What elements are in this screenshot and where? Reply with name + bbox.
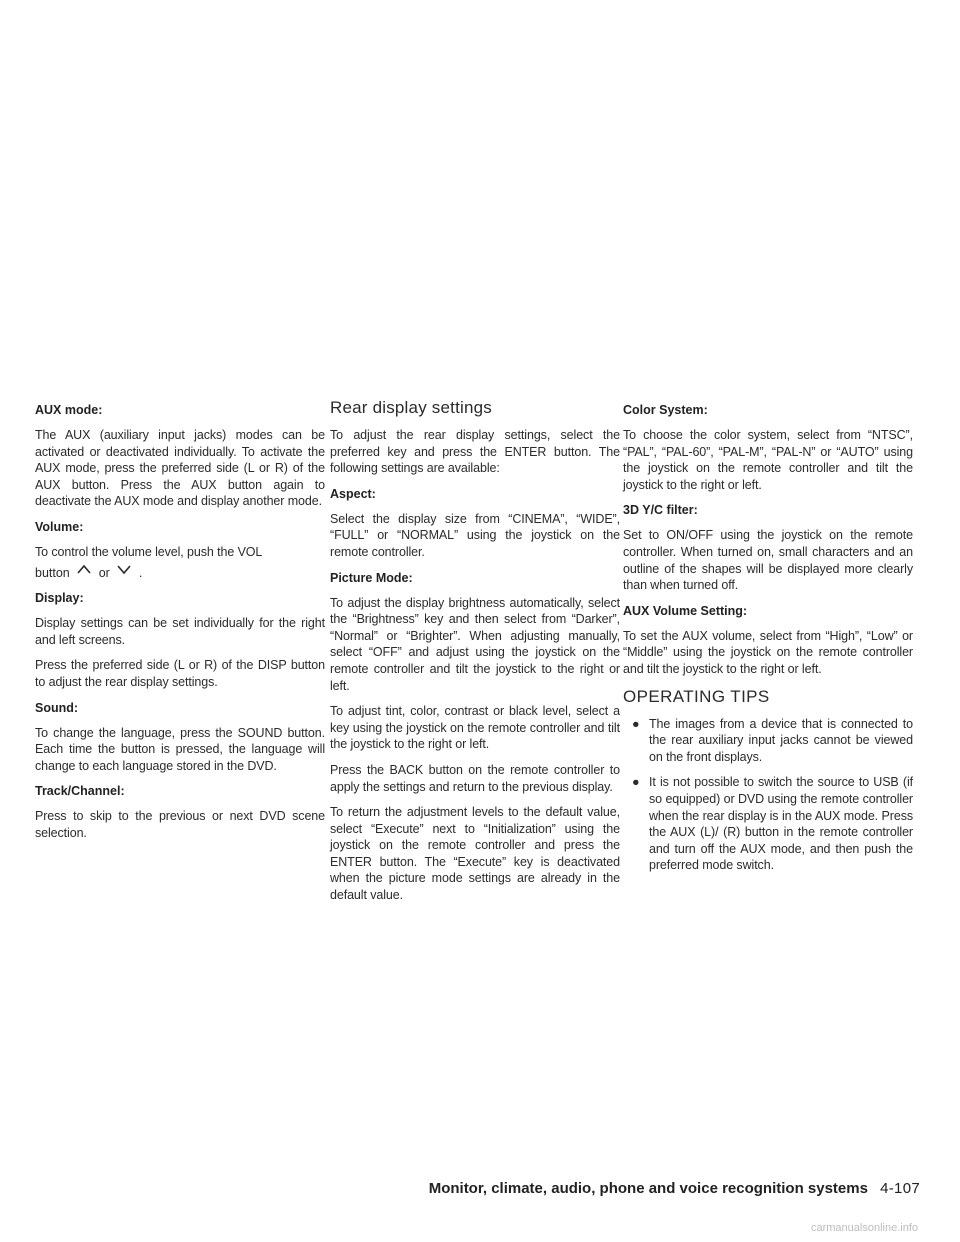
volume-text: To control the volume level, push the VOL	[35, 544, 263, 559]
tip-text-1: The images from a device that is connected to the rear auxiliary input jacks cannot be viewed on the front displays.	[649, 716, 913, 764]
operating-tips-title: OPERATING TIPS	[623, 686, 770, 706]
chevron-down-icon	[113, 563, 135, 575]
track-channel-heading: Track/Channel:	[35, 784, 125, 799]
rear-display-settings-title: Rear display settings	[330, 398, 492, 417]
chevron-up-icon	[73, 563, 95, 575]
color-system-heading: Color System:	[623, 403, 708, 417]
picture-mode-text-3: Press the BACK button on the remote controller to apply the settings and return to the previous display.	[330, 762, 620, 794]
sound-text: To change the language, press the SOUND button. Each time the button is pressed, the language will change to each language stored in the DVD.	[35, 725, 325, 773]
rear-display-intro: To adjust the rear display settings, select the preferred key and press the ENTER button. The following settings are available:	[330, 428, 620, 476]
page-number: 4-107	[880, 1180, 920, 1197]
color-system-text: To choose the color system, select from “NTSC”, “PAL”, “PAL-60”, “PAL-M”, “PAL-N” or “AUTO” using the joystick on the remote controller and tilt the joystick to the right or left.	[623, 428, 913, 492]
display-heading: Display:	[35, 591, 84, 606]
volume-heading: Volume:	[35, 519, 84, 534]
display-text-1: Display settings can be set individually for the right and left screens.	[35, 616, 325, 647]
aspect-heading: Aspect:	[330, 486, 376, 501]
list-item	[623, 716, 913, 766]
aux-volume-heading: AUX Volume Setting:	[623, 603, 748, 618]
footer-section-title: Monitor, climate, audio, phone and voice recognition systems	[428, 1180, 868, 1197]
aspect-text: Select the display size from “CINEMA”, “WIDE”, “FULL” or “NORMAL” using the joystick on the remote controller.	[330, 511, 620, 559]
yc-filter-text: Set to ON/OFF using the joystick on the remote controller. When turned on, small characters and an outline of the shapes will be displayed more clearly than when turned off.	[623, 528, 913, 593]
yc-filter-heading: 3D Y/C filter:	[623, 503, 698, 518]
column-middle	[330, 398, 620, 913]
picture-mode-heading: Picture Mode:	[330, 570, 413, 585]
column-right	[623, 402, 913, 883]
page-footer	[429, 1180, 920, 1198]
picture-mode-text-1: To adjust the display brightness automatically, select the “Brightness” key and then select from “Darker”, “Normal” or “Brighter”. When adjusting manually, select “OFF” and adjust using the joystick on the remote controller and tilt the joystick to the right or left.	[330, 595, 620, 693]
tip-text-2: It is not possible to switch the source to USB (if so equipped) or DVD using the remote controller when the rear display is in the AUX mode. Press the AUX (L)/ (R) button in the remote controller and turn off the AUX mode, and then push the preferred mode switch.	[649, 775, 913, 873]
aux-volume-text: To set the AUX volume, select from “High”, “Low” or “Middle” using the joystick on the remote controller and tilt the joystick to the right or left.	[623, 628, 913, 676]
bullet-icon: ●	[632, 775, 640, 790]
column-left	[35, 402, 325, 851]
volume-buttons-line	[35, 563, 325, 582]
watermark-text: carmanualsonline.info	[810, 1222, 918, 1234]
volume-button-word: button	[35, 565, 70, 580]
picture-mode-text-2: To adjust tint, color, contrast or black level, select a key using the joystick on the remote controller and tilt the joystick to the right or left.	[330, 704, 620, 752]
list-item	[623, 774, 913, 874]
bullet-icon: ●	[632, 716, 640, 731]
sound-heading: Sound:	[35, 700, 79, 715]
aux-mode-text: The AUX (auxiliary input jacks) modes can be activated or deactivated individually. To activate the AUX mode, press the preferred side (L or R) of the AUX button. Press the AUX button again to deactivate the AUX mode and display another mode.	[35, 428, 325, 509]
picture-mode-text-4: To return the adjustment levels to the default value, select “Execute” next to “Initialization” using the joystick on the remote controller and press the ENTER button. The “Execute” key is deactivated when the picture mode settings are already in the default value.	[330, 805, 620, 903]
aux-mode-heading: AUX mode:	[35, 403, 103, 417]
display-text-2: Press the preferred side (L or R) of the DISP button to adjust the rear display settings.	[35, 658, 325, 689]
volume-or-word: or	[98, 565, 110, 580]
track-channel-text: Press to skip to the previous or next DVD scene selection.	[35, 809, 325, 840]
volume-period: .	[138, 565, 143, 580]
